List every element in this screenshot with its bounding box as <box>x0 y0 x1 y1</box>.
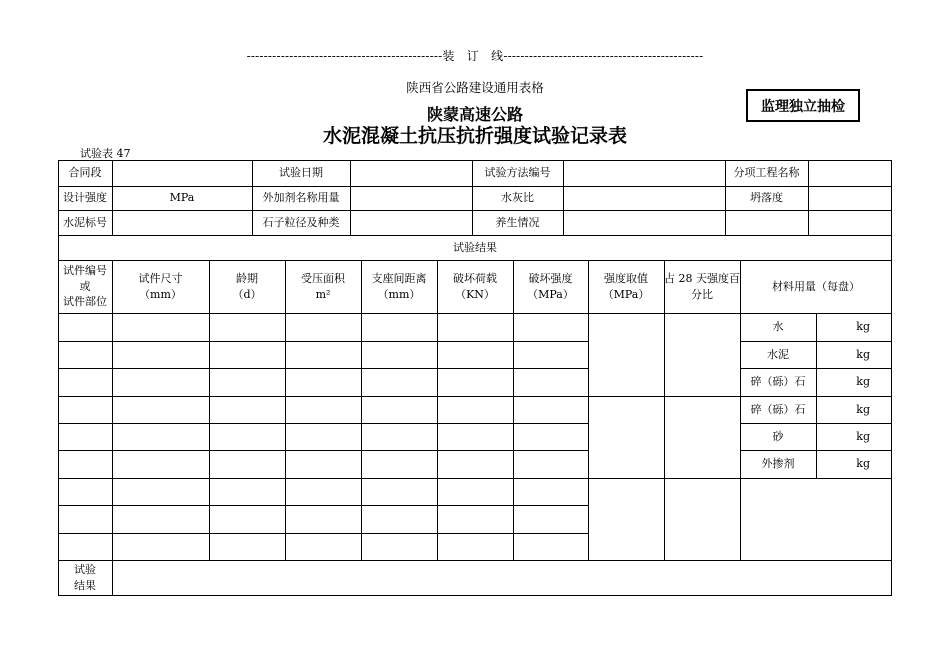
form-title: 水泥混凝土抗压抗折强度试验记录表 <box>322 125 627 147</box>
material-name: 砂 <box>772 429 784 443</box>
material-unit: kg <box>856 429 870 443</box>
project-title: 陕蒙高速公路 <box>426 105 523 124</box>
material-unit: kg <box>856 402 870 416</box>
label-slump: 坍落度 <box>750 191 783 205</box>
material-name: 外掺剂 <box>761 457 795 471</box>
label-test-conclusion: 试验 结果 <box>74 563 96 592</box>
label-cement-grade: 水泥标号 <box>63 215 107 229</box>
material-name: 水 <box>772 320 784 334</box>
col-specimen-id: 试件编号 或 试件部位 <box>63 263 107 309</box>
label-sub-project-name: 分项工程名称 <box>733 166 800 180</box>
label-method-code: 试验方法编号 <box>484 166 551 180</box>
material-name: 碎（砾）石 <box>750 375 806 389</box>
provincial-header: 陕西省公路建设通用表格 <box>406 80 544 95</box>
material-name: 水泥 <box>767 347 789 361</box>
design-strength-unit: MPa <box>169 191 195 205</box>
col-failure-strength: 破坏强度 （MPa） <box>527 271 574 301</box>
material-unit: kg <box>856 320 870 334</box>
material-unit: kg <box>856 375 870 389</box>
material-unit: kg <box>856 457 870 471</box>
col-specimen-size: 试件尺寸 （mm） <box>138 271 183 301</box>
test-record-table <box>58 160 892 596</box>
label-curing: 养生情况 <box>495 215 540 229</box>
label-contract-section: 合同段 <box>68 166 102 180</box>
col-materials: 材料用量（每盘） <box>772 279 860 293</box>
results-section-header: 试验结果 <box>453 240 497 254</box>
col-support-distance: 支座间距离 （mm） <box>371 271 427 301</box>
col-28day-percent: 占 28 天强度百 分比 <box>664 271 740 301</box>
label-aggregate: 石子粒径及种类 <box>262 215 340 229</box>
material-unit: kg <box>856 347 870 361</box>
material-name: 碎（砾）石 <box>750 402 806 416</box>
label-admixture: 外加剂名称用量 <box>262 191 340 205</box>
label-water-cement-ratio: 水灰比 <box>501 191 534 205</box>
form-number: 试验表 47 <box>80 147 131 160</box>
col-compression-area: 受压面积 m² <box>301 271 345 301</box>
col-strength-value: 强度取值 （MPa） <box>602 271 650 301</box>
label-design-strength: 设计强度 <box>63 191 107 205</box>
label-test-date: 试验日期 <box>279 166 323 180</box>
supervision-stamp: 监理独立抽检 <box>746 89 860 122</box>
binding-line: ----------------------------------------------装 订 线----------------------------------------------- <box>246 49 704 63</box>
col-age: 龄期 （d） <box>232 271 262 301</box>
col-failure-load: 破坏荷载 （KN） <box>453 271 497 301</box>
